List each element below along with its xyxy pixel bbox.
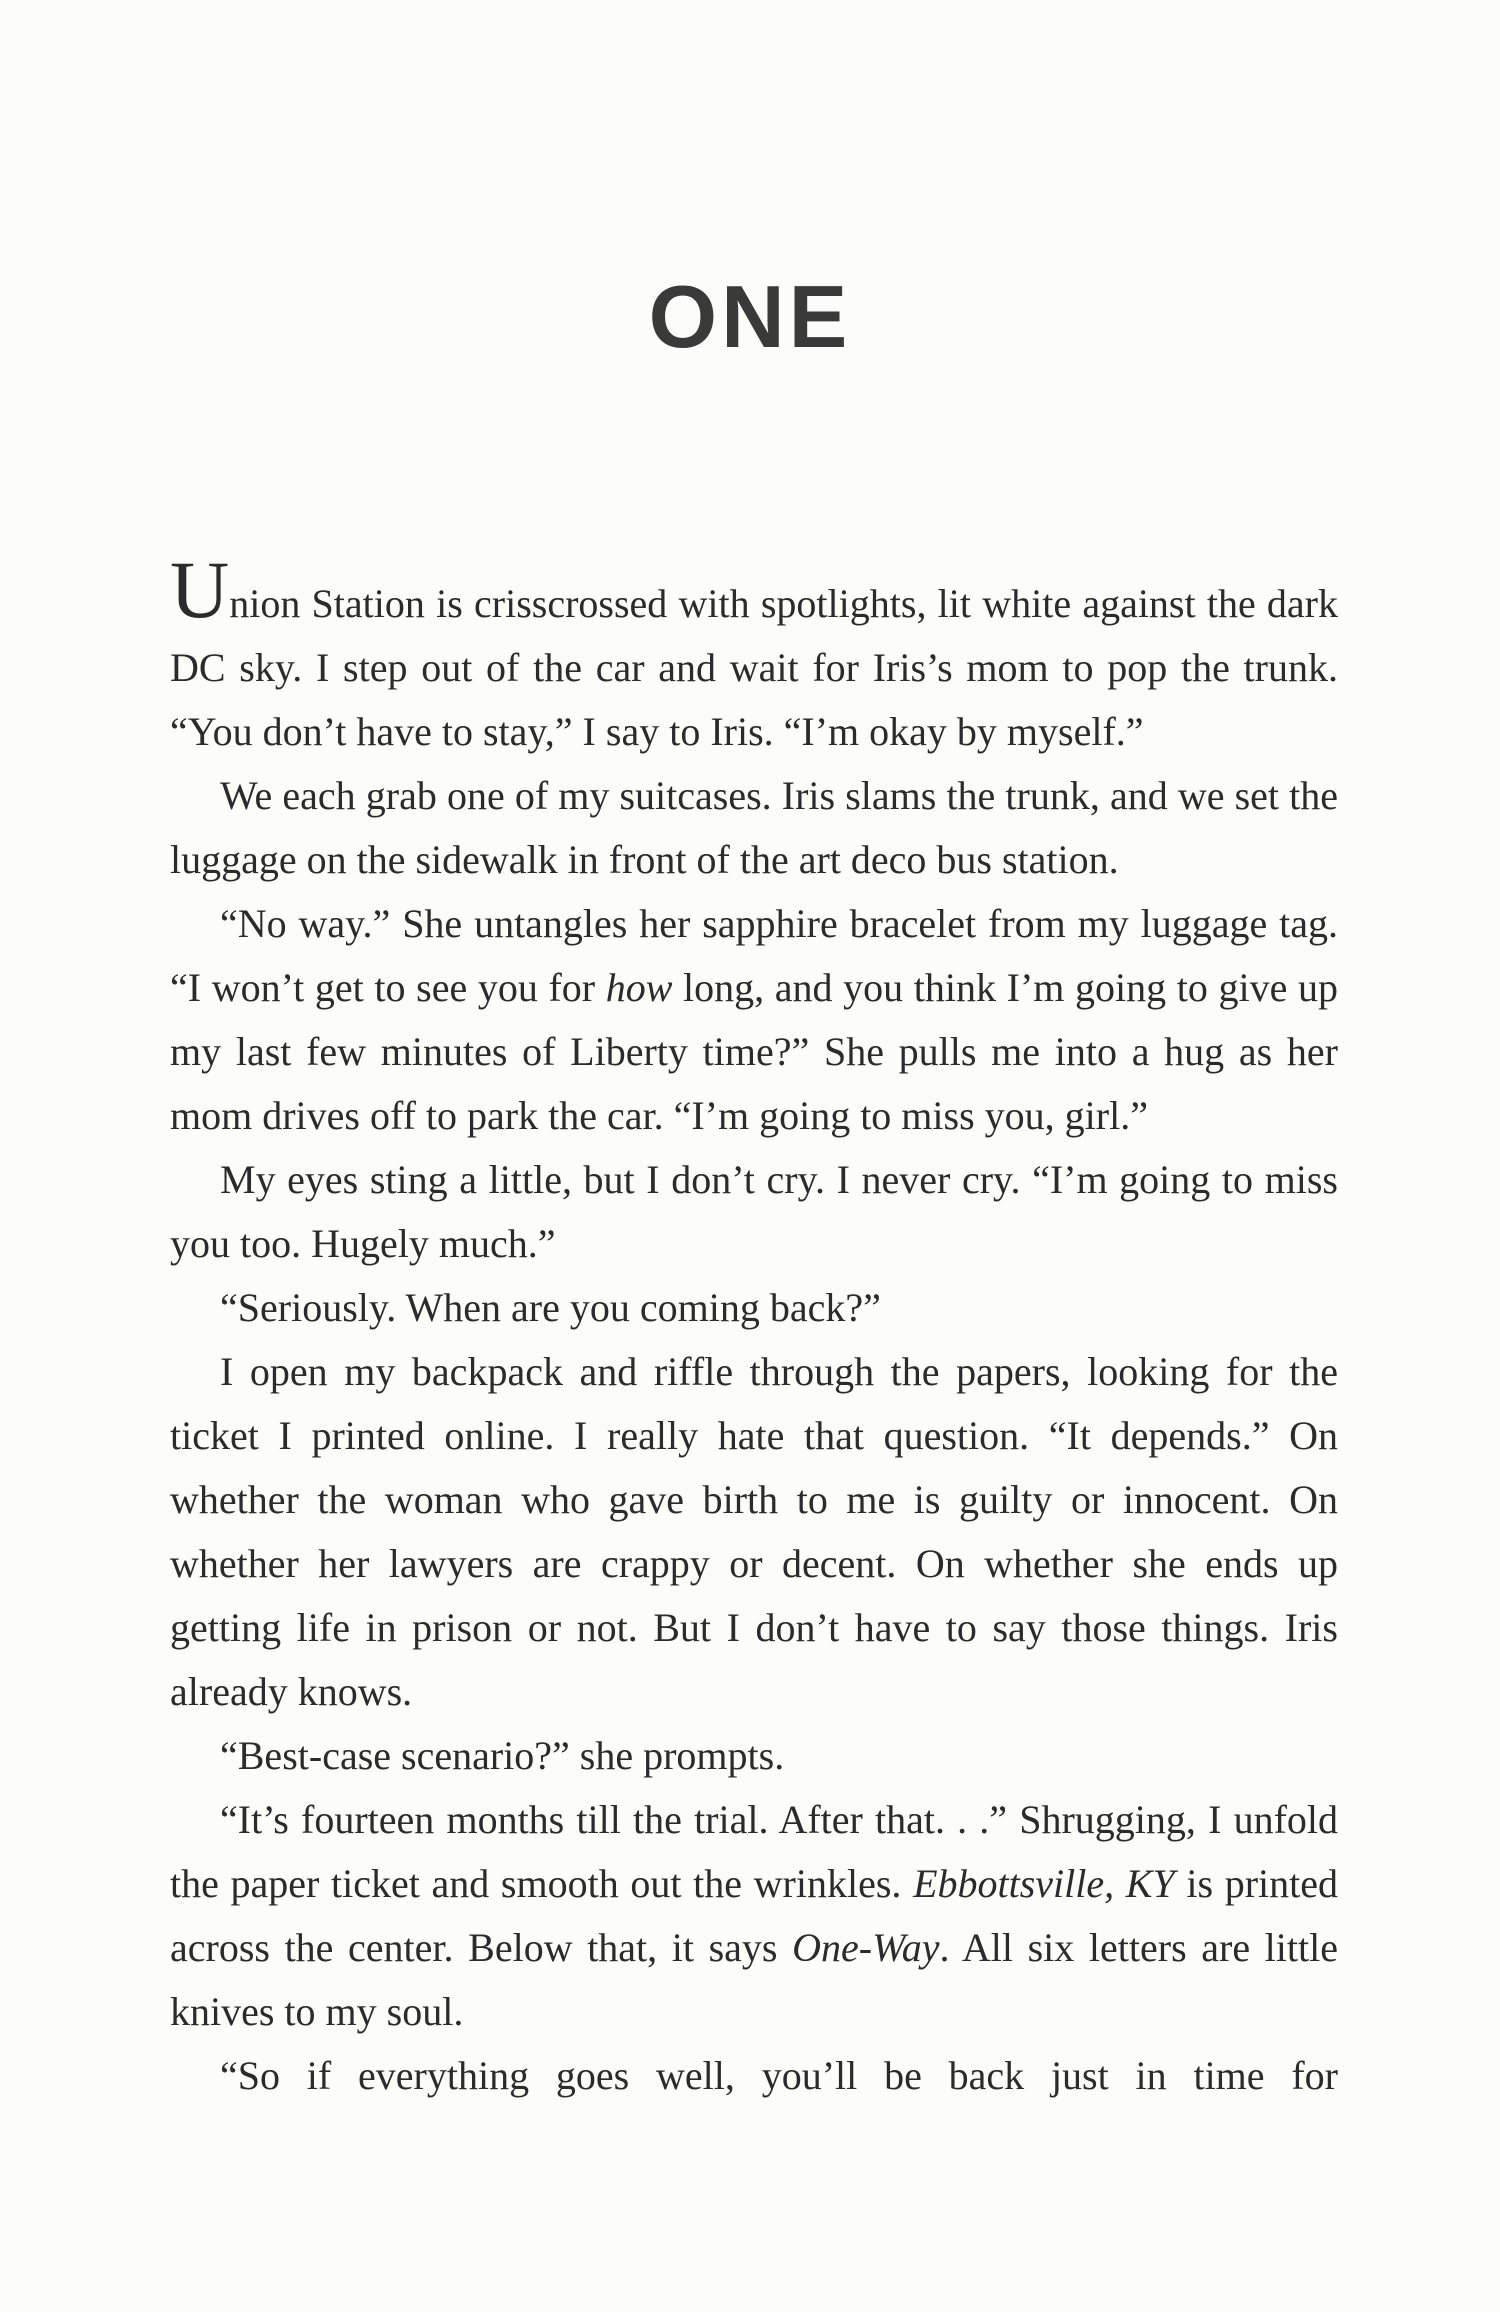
- emphasis-text: Ebbottsville, KY: [913, 1861, 1175, 1906]
- emphasis-text: One-Way: [792, 1925, 940, 1970]
- emphasis-text: how: [605, 965, 673, 1010]
- drop-cap: U: [170, 544, 230, 635]
- paragraph-text: “No way.” She untangles her sapphire bracelet from my luggage tag. “I won’t get to see you for: [170, 901, 1338, 1010]
- paragraph: [170, 892, 1338, 1148]
- chapter-body: [170, 544, 1339, 2108]
- paragraph: “So if everything goes well, you’ll be back just in time for: [220, 2053, 1338, 2098]
- paragraph-text: is printed across the center. Below that, it says: [170, 1861, 1339, 1970]
- paragraph-text: . All six letters are little knives to my soul.: [170, 1925, 1338, 2034]
- paragraph: “Best-case scenario?” she prompts.: [220, 1733, 785, 1778]
- paragraph-text: long, and you think I’m going to give up my last few minutes of Liberty time?” She pulls me into a hug as her mom drives off to park the car. “I’m going to miss you, girl.”: [170, 965, 1338, 1138]
- paragraph-text: nion Station is crisscrossed with spotlights, lit white against the dark DC sky. I step out of the car and wait for Iris’s mom to pop the trunk. “You don’t have to stay,” I say to Iris. “I’m okay by myself.”: [170, 581, 1338, 754]
- paragraph: [170, 1788, 1338, 2044]
- chapter-title: ONE: [648, 267, 852, 366]
- paragraph-text: “It’s fourteen months till the trial. After that. . .” Shrugging, I unfold the paper ticket and smooth out the wrinkles.: [170, 1797, 1338, 1906]
- paragraph: [170, 544, 1338, 764]
- paragraph: I open my backpack and riffle through the papers, looking for the ticket I printed online. I really hate that question. “It depends.” On whether the woman who gave birth to me is guilty or innocent. On whether her lawyers are crappy or decent. On whether she ends up getting life in prison or not. But I don’t have to say those things. Iris already knows.: [170, 1349, 1338, 1714]
- paragraph: “Seriously. When are you coming back?”: [220, 1285, 881, 1330]
- paragraph: My eyes sting a little, but I don’t cry. I never cry. “I’m going to miss you too. Hugely much.”: [170, 1157, 1338, 1266]
- paragraph: We each grab one of my suitcases. Iris slams the trunk, and we set the luggage on the sidewalk in front of the art deco bus station.: [170, 773, 1338, 882]
